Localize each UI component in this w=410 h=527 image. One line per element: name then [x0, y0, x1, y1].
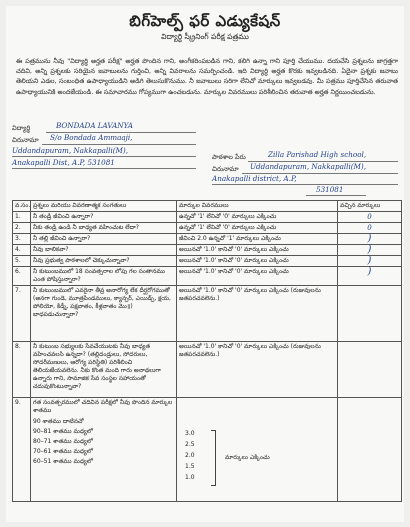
row-marks-rule: అయినచో '1.0' కానిచో '0' మార్కులు ఎక్కించు (రుజువులను జతపరచవలెను.): [177, 286, 338, 342]
table-row: [13, 256, 402, 267]
school-name-value[interactable]: Zilla Parishad High school,: [268, 150, 367, 159]
row-marks-rule: అయినచో '1.0' కానిచో '0' మార్కులు ఎక్కించు (రుజువులను జతపరచవలెను.): [177, 342, 338, 398]
row-score[interactable]: [338, 267, 402, 286]
row-score[interactable]: [338, 286, 402, 342]
header-serial: వ.సం.: [13, 201, 31, 212]
table-row: [13, 245, 402, 256]
marks-range-item: 90 శాతము దాటినచో: [33, 418, 84, 425]
school-address-line1[interactable]: Uddandapuram, Nakkapalli(M),: [250, 162, 367, 171]
header-question: ప్రశ్నలు మరియు వివరణాత్మక సంగతులు: [31, 201, 177, 212]
table-row: [13, 223, 402, 234]
header-marks-details: మార్కుల వివరములు: [177, 201, 338, 212]
table-row: [13, 212, 402, 223]
row-number: 8.: [13, 342, 31, 398]
student-name-label: విద్యార్థి: [12, 124, 31, 132]
row-number: 4.: [13, 245, 31, 256]
row-number: 6.: [13, 267, 31, 286]
row-score[interactable]: [338, 256, 402, 267]
school-name-label: పాఠశాల పేరు: [212, 153, 246, 161]
row-question: నీ తల్లి జీవించి ఉన్నారా?: [31, 234, 177, 245]
row-question: నీ తండ్రి జీవించి ఉన్నారా?: [31, 212, 177, 223]
table-row: [13, 342, 402, 398]
pincode-underline: [306, 195, 366, 196]
header-marks-obtained: వచ్చిన మార్కులు: [338, 201, 402, 212]
school-address-label: చిరునామా: [212, 165, 239, 173]
marks-range-item: 80–71 శాతము మధ్యలో: [33, 438, 93, 445]
row-score[interactable]: [338, 234, 402, 245]
marks-value: 1.5: [185, 463, 195, 470]
table-row: [13, 398, 402, 502]
marks-ranges-list: [33, 417, 174, 467]
row-marks-rule: అయినచో '1.0' కానిచో '0' మార్కులు ఎక్కించు: [177, 267, 338, 286]
row-question: నీవు ప్రభుత్వ పాఠశాలలో చెక్కుచున్నావా?: [31, 256, 177, 267]
tick-mark-icon: ): [367, 266, 372, 277]
form-title: బిగ్‌హెల్ప్ ఫర్ ఎడ్యుకేషన్: [129, 12, 281, 30]
tick-mark-icon: ): [367, 244, 372, 255]
row-question: గత సంవత్సరములో చదివిన పరీక్షలో నీవు పొందిన మార్కుల శాతము: [33, 399, 173, 414]
table-row: [13, 267, 402, 286]
row-number: 7.: [13, 286, 31, 342]
row-marks-rule: అయినచో '1.0' కానిచో '0' మార్కులు ఎక్కించు: [177, 256, 338, 267]
row-question: నీ కుటుంబ సభ్యులకు సేవచేయుటకు నీవు బాధ్యత వహించవలసి ఉన్నదా? (తల్లిదండ్రులు, సోదరులు, సోదరీమణులు, ఆరోగ్య పరిస్థితి) పరిశీలించి తెలియజేయవలెను. నీకు కొంత మంది గారు అనాథలుగా ఉన్నారు గాని, సామాజిక సేవ సంస్థల సహాయంతో చదువుకొంటున్నావా?: [31, 342, 177, 398]
row-question: నీ కుటుంబములో ఎవరైనా తీవ్ర అనారోగ్య లేక దీర్ఘరోగముతో (అనగా గుండె, మూత్రపిండములు, క్యాన్సర్, ఎయిడ్స్, క్షయ, పోలియో, కిడ్నీ, పక్షవాతం, కీళ్లవాతం మొ॥) బాధపడుచున్నారా?: [31, 286, 177, 342]
student-address-line2[interactable]: Uddandapuram, Nakkapalli(M),: [12, 146, 129, 155]
row-score[interactable]: [338, 245, 402, 256]
marks-range-item: 90–81 శాతము మధ్యలో: [33, 428, 93, 435]
address-underline-2: [12, 156, 196, 157]
form-subtitle: విద్యార్థి స్క్రీనింగ్ పరీక్ష పత్రము: [161, 32, 249, 41]
marks-value: 2.0: [185, 452, 195, 459]
row-score[interactable]: [338, 398, 402, 502]
instructions-paragraph: ఈ పత్రమును నీవు "విద్యార్థి అర్హత పరీక్ష" అర్హత పొందిన గాని, అంగీకరింపబడిన గాని, కలిగి ఉన్నా గాని పూర్తి చేయుము. దయచేసి ప్రశ్నలను జాగ్రత్తగా చదివి, అన్ని ప్రశ్నలకు సరియైన జవాబులను గుర్తించి, అన్ని వివరాలను సమర్పించండి. ఇది విద్యార్థి అర్హత కొరకు ఇవ్వబడినది. ఏదైనా ప్రశ్నకు జవాబు తెలియని ఎడల, సంబంధిత ఉపాధ్యాయుడిని అడిగి తెలుసుకొనుము. నీ జవాబులు సరిగా లేనిచో మార్కులు ఇవ్వబడవు. మీ పత్రము పూర్తిచేసిన తరువాత ఉపాధ్యాయునికి అందజేయండి. ఈ సమాచారము గోప్యముగా ఉంచబడును. మార్కుల వివరములు పరిశీలించిన తరువాత అర్హత నిర్ణయించబడును.: [16, 57, 398, 96]
marks-value: 2.5: [185, 441, 195, 448]
student-address-line1[interactable]: S/o Bondada Ammaaji,: [50, 133, 133, 142]
row-question: నీ కుటుంబములో 18 సంవత్సరాల లోపు గల సంతానము ఎంత పోషిస్తున్నారా?: [31, 267, 177, 286]
form-page: [6, 6, 404, 522]
row-marks-rule: మార్కులు ఎక్కించు: [225, 454, 270, 461]
tick-mark-icon: ): [367, 233, 372, 244]
table-row: [13, 234, 402, 245]
row-number: 3.: [13, 234, 31, 245]
row-marks-rule: జీవించి 2.0 ఉన్నచో '1' మార్కులు ఎక్కించు: [177, 234, 338, 245]
student-address-label: చిరునామా: [12, 136, 39, 144]
marks-range-item: 70–61 శాతము మధ్యలో: [33, 448, 93, 455]
row-marks-rule: ఉన్నచో '1' లేనిచో '0' మార్కులు ఎక్కించు: [177, 212, 338, 223]
row-question: నీకు తండ్రి ఉండి నీ బాధ్యత వహించుట లేదా?: [31, 223, 177, 234]
row-number: 1.: [13, 212, 31, 223]
marks-range-item: 60–51 శాతము మధ్యలో: [33, 458, 93, 465]
school-address-line2[interactable]: Anakapalli district, A.P,: [212, 174, 297, 183]
row-number: 5.: [13, 256, 31, 267]
row-number: 9.: [13, 398, 31, 502]
table-header-row: [13, 201, 402, 212]
row-score[interactable]: 0: [338, 212, 402, 223]
marks-value: 3.0: [185, 430, 195, 437]
student-address-line3[interactable]: Anakapalli Dist, A.P, 531081: [12, 158, 115, 167]
tick-mark-icon: ): [367, 255, 372, 266]
row-question-marks: [31, 398, 177, 502]
row-number: 2.: [13, 223, 31, 234]
address-underline-3: [12, 168, 196, 169]
school-pincode[interactable]: 531081: [316, 185, 344, 194]
student-name-value[interactable]: BONDADA LAVANYA: [56, 121, 133, 130]
school-address-underline-2: [212, 184, 398, 185]
table-row: [13, 286, 402, 342]
row-marks-rule: ఉన్నచో '1' లేనిచో '0' మార్కులు ఎక్కించు: [177, 223, 338, 234]
row-marks-rule: అయినచో '1.0' కానిచో '0' మార్కులు ఎక్కించు: [177, 245, 338, 256]
marks-values-list: [185, 428, 195, 483]
bracket-brace: [211, 430, 216, 486]
address-underline-1: [42, 144, 196, 145]
marks-value: 1.0: [185, 474, 195, 481]
row-score[interactable]: 0: [338, 223, 402, 234]
row-marks-rule-cell: [177, 398, 338, 502]
row-question: నీవు బాలికవా?: [31, 245, 177, 256]
row-score[interactable]: [338, 342, 402, 398]
screening-table: [12, 200, 402, 502]
